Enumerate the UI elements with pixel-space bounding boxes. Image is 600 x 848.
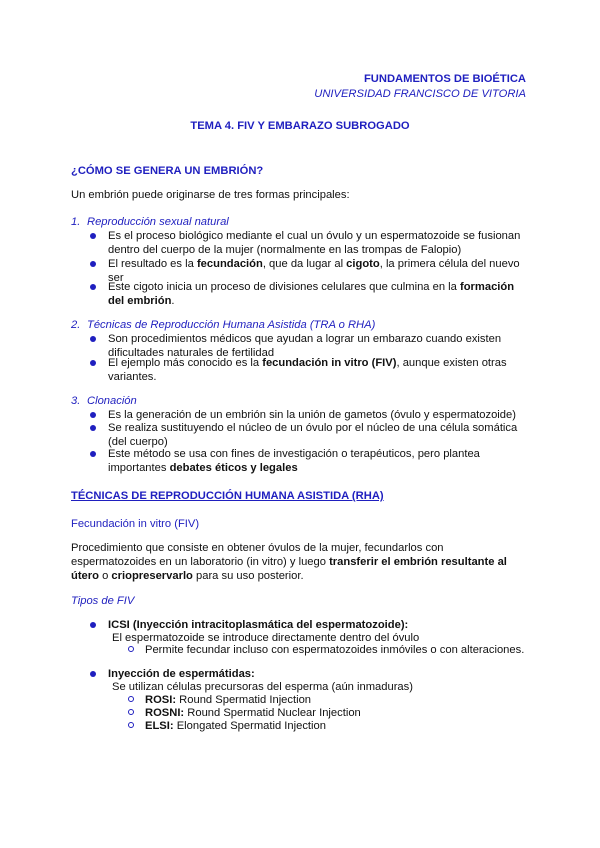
list-item: Es el proceso biológico mediante el cual un óvulo y un espermatozoide se fusionan dentro del cuerpo de la mujer (normalmente en las trompas de Falopio) [108,230,521,256]
subheading-fiv: Fecundación in vitro (FIV) [71,518,200,530]
course-title: FUNDAMENTOS DE BIOÉTICA [363,73,526,85]
bullet-icon [90,451,96,457]
bullet-icon [90,360,96,366]
spermatid-description: Se utilizan células precursoras del esperma (aún inmaduras) [112,681,413,693]
item-title-2: Técnicas de Reproducción Humana Asistida (TRA o RHA) [87,319,376,331]
spermatid-title: Inyección de espermátidas: [108,668,255,680]
sub-bullet-icon [128,722,134,728]
sub-bullet-icon [128,646,134,652]
bullet-icon [90,336,96,342]
list-item: ROSI: Round Spermatid Injection [145,694,312,706]
list-item: El ejemplo más conocido es la fecundación in vitro (FIV), aunque existen otras variantes. [108,357,507,383]
list-item: ROSNI: Round Spermatid Nuclear Injection [145,707,361,719]
bullet-icon [90,284,96,290]
item-number-3: 3. [71,395,81,407]
bullet-icon [90,671,96,677]
university-name: UNIVERSIDAD FRANCISCO DE VITORIA [314,88,526,100]
item-number-2: 2. [71,319,81,331]
sub-bullet-icon [128,709,134,715]
list-item: Es la generación de un embrión sin la unión de gametos (óvulo y espermatozoide) [108,409,516,421]
fiv-paragraph: Procedimiento que consiste en obtener óvulos de la mujer, fecundarlos con espermatozoides en un laboratorio (in vitro) y luego transferir el embrión resultante al útero o criopreservarlo para su uso posterior. [71,542,507,582]
types-heading: Tipos de FIV [71,595,135,607]
list-item: Este cigoto inicia un proceso de divisiones celulares que culmina en la formación del embrión. [108,281,515,307]
icsi-title: ICSI (Inyección intracitoplasmática del espermatozoide): [108,619,409,631]
section-heading-embryo: ¿CÓMO SE GENERA UN EMBRIÓN? [71,165,264,177]
section-heading-rha: TÉCNICAS DE REPRODUCCIÓN HUMANA ASISTIDA (RHA) [71,490,384,502]
list-item: Se realiza sustituyendo el núcleo de un óvulo por el núcleo de una célula somática (del cuerpo) [108,422,518,448]
list-item: ELSI: Elongated Spermatid Injection [145,720,326,732]
bullet-icon [90,233,96,239]
list-item: El resultado es la fecundación, que da lugar al cigoto, la primera célula del nuevo ser [108,258,520,284]
item-title-3: Clonación [87,395,137,407]
bullet-icon [90,412,96,418]
bullet-icon [90,261,96,267]
list-item: Permite fecundar incluso con espermatozoides inmóviles o con alteraciones. [145,644,525,656]
bullet-icon [90,425,96,431]
list-item: Son procedimientos médicos que ayudan a lograr un embarazo cuando existen dificultades naturales de fertilidad [108,333,502,359]
item-number-1: 1. [71,216,81,228]
sub-bullet-icon [128,696,134,702]
page-title: TEMA 4. FIV Y EMBARAZO SUBROGADO [190,120,410,132]
section-intro: Un embrión puede originarse de tres formas principales: [71,189,350,201]
list-item: Este método se usa con fines de investigación o terapéuticos, pero plantea importantes debates éticos y legales [108,448,480,474]
icsi-description: El espermatozoide se introduce directamente dentro del óvulo [112,632,420,644]
bullet-icon [90,622,96,628]
item-title-1: Reproducción sexual natural [87,216,229,228]
